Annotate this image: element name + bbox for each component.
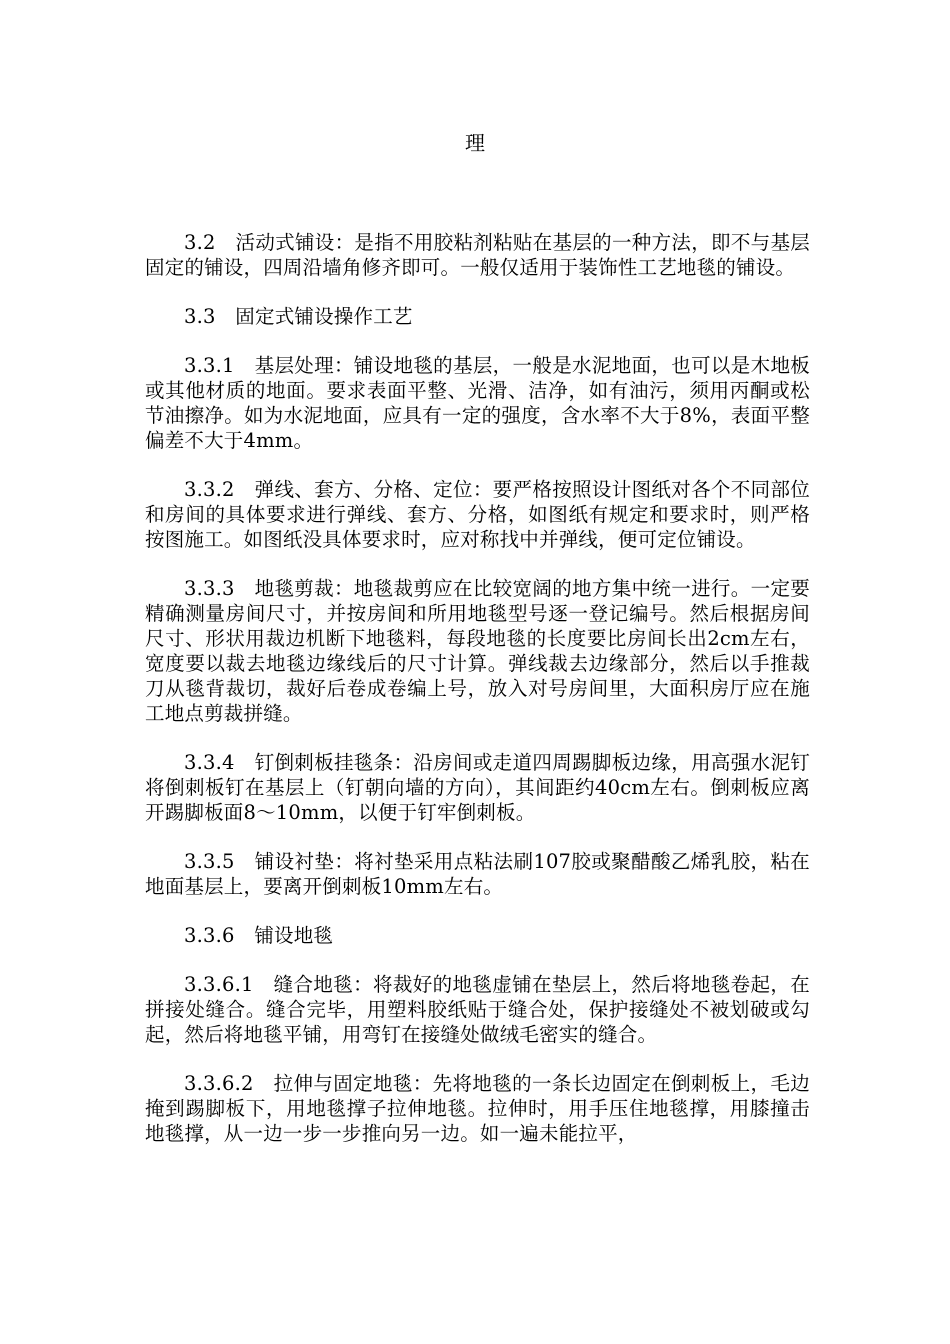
paragraph-3-3-6-2: 3.3.6.2 拉伸与固定地毯：先将地毯的一条长边固定在倒刺板上，毛边掩到踢脚板下，用地毯撑子拉伸地毯。拉伸时，用手压住地毯撑，用膝撞击地毯撑，从一边一步一步推向另一边。如一遍未能拉平， <box>145 1072 810 1145</box>
paragraph-3-3-4: 3.3.4 钉倒刺板挂毯条：沿房间或走道四周踢脚板边缘，用高强水泥钉将倒刺板钉在基层上（钉朝向墙的方向），其间距约40cm左右。倒刺板应离开踢脚板面8～10mm，以便于钉牢倒刺板。 <box>145 751 810 824</box>
paragraph-3-3-5: 3.3.5 铺设衬垫：将衬垫采用点粘法刷107胶或聚醋酸乙烯乳胶，粘在地面基层上，要离开倒刺板10mm左右。 <box>145 850 810 898</box>
paragraph-3-3-1: 3.3.1 基层处理：铺设地毯的基层，一般是水泥地面，也可以是木地板或其他材质的地面。要求表面平整、光滑、洁净，如有油污，须用丙酮或松节油擦净。如为水泥地面，应具有一定的强度，含水率不大于8%，表面平整偏差不大于4mm。 <box>145 354 810 452</box>
paragraph-3-3-6-1: 3.3.6.1 缝合地毯：将裁好的地毯虚铺在垫层上，然后将地毯卷起，在拼接处缝合。缝合完毕，用塑料胶纸贴于缝合处，保护接缝处不被划破或勾起，然后将地毯平铺，用弯钉在接缝处做绒毛密实的缝合。 <box>145 973 810 1046</box>
document-body <box>145 230 810 1170</box>
paragraph-3-3-2: 3.3.2 弹线、套方、分格、定位：要严格按照设计图纸对各个不同部位和房间的具体要求进行弹线、套方、分格，如图纸有规定和要求时，则严格按图施工。如图纸没具体要求时，应对称找中并弹线，便可定位铺设。 <box>145 478 810 551</box>
section-heading-3-3-6: 3.3.6 铺设地毯 <box>184 924 334 947</box>
paragraph-3-2: 3.2 活动式铺设：是指不用胶粘剂粘贴在基层的一种方法，即不与基层固定的铺设，四周沿墙角修齐即可。一般仅适用于装饰性工艺地毯的铺设。 <box>145 231 810 279</box>
paragraph-3-3-3: 3.3.3 地毯剪裁：地毯裁剪应在比较宽阔的地方集中统一进行。一定要精确测量房间尺寸，并按房间和所用地毯型号逐一登记编号。然后根据房间尺寸、形状用裁边机断下地毯料，每段地毯的长度要比房间长出2cm左右，宽度要以裁去地毯边缘线后的尺寸计算。弹线裁去边缘部分，然后以手推裁刀从毯背裁切，裁好后卷成卷编上号，放入对号房间里，大面积房厅应在施工地点剪裁拼缝。 <box>145 577 810 725</box>
section-heading-3-3: 3.3 固定式铺设操作工艺 <box>184 305 413 328</box>
previous-page-fragment: 理 <box>465 131 485 155</box>
